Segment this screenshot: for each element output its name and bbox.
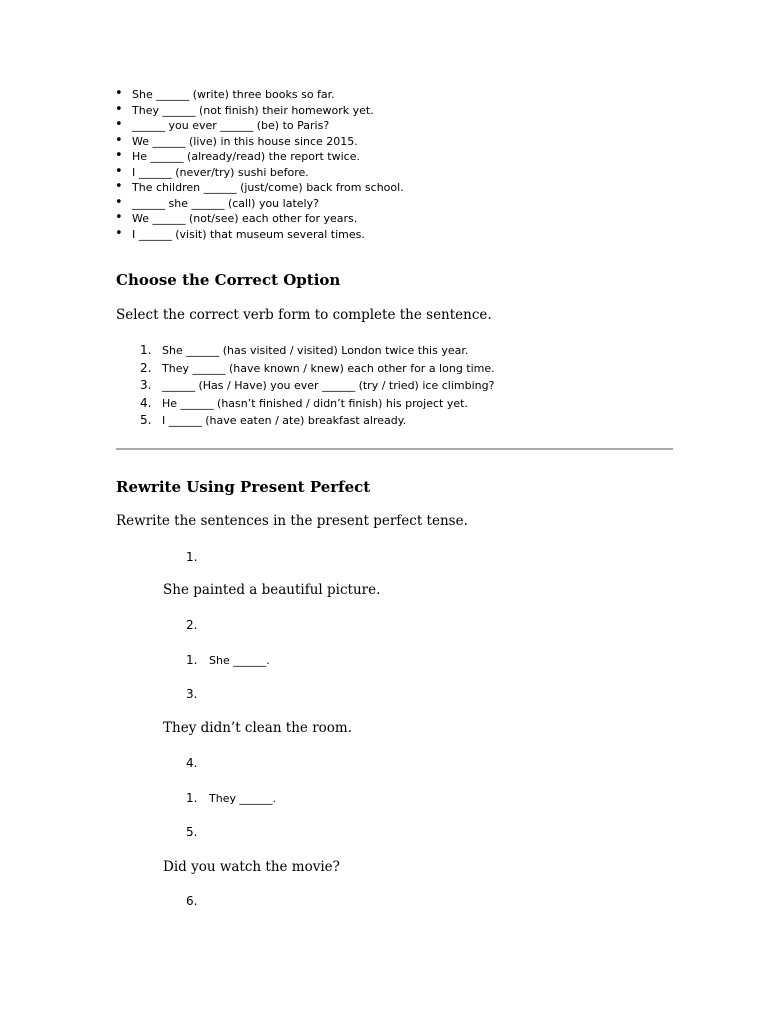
list-item-number: 5. [140,413,152,427]
bullet-item: • ______ she ______ (call) you lately? [115,196,404,212]
list-item [116,396,495,414]
bullet-item: • She ______ (write) three books so far. [115,87,404,103]
bullet-item: • I ______ (never/try) sushi before. [115,165,404,181]
list-item-number: 4. [140,395,152,410]
rewrite-section-instructions: Rewrite the sentences in the present perfect tense. [116,513,468,529]
options-section-instructions: Select the correct verb form to complete the sentence. [116,307,492,323]
list-item-text: They ______ (have known / knew) each other for a long time. [162,361,495,375]
bullet-item: • We ______ (not/see) each other for years. [115,211,404,227]
list-marker: 1. [186,550,198,564]
list-item-text: He ______ (hasn’t finished / didn’t finish) his project yet. [162,396,468,410]
bullet-item: • He ______ (already/read) the report twice. [115,149,404,165]
list-item-text: ______ (Has / Have) you ever ______ (try / tried) ice climbing? [162,379,495,392]
list-marker: 5. [186,825,198,839]
list-marker: 2. [186,618,198,632]
list-item [116,361,495,379]
list-item-number: 3. [140,378,152,392]
bullet-item: • ______ you ever ______ (be) to Paris? [115,118,404,134]
answer-text: She ______. [209,654,270,667]
answer-line [186,653,270,667]
answer-text: They ______. [209,792,276,805]
bullet-item: • The children ______ (just/come) back from school. [115,180,404,196]
list-marker: 4. [186,756,198,770]
list-item [116,413,495,431]
fill-in-bullet-list [115,87,404,242]
rewrite-sentence: She painted a beautiful picture. [163,582,381,598]
bullet-item: • I ______ (visit) that museum several times. [115,227,404,243]
rewrite-section-heading: Rewrite Using Present Perfect [116,478,371,496]
list-item [116,343,495,361]
list-item-number: 1. [140,343,152,357]
list-item [116,378,495,396]
list-item-text: I ______ (have eaten / ate) breakfast already. [162,414,407,427]
answer-number: 1. [186,791,198,805]
options-numbered-list [116,343,495,431]
list-marker: 3. [186,687,198,701]
answer-number: 1. [186,653,198,667]
options-section-heading: Choose the Correct Option [116,271,341,289]
list-marker: 6. [186,894,198,908]
list-item-text: She ______ (has visited / visited) London twice this year. [162,344,469,357]
rewrite-sentence: They didn’t clean the room. [163,720,353,736]
bullet-item: • We ______ (live) in this house since 2015. [115,134,404,150]
bullet-item: • They ______ (not finish) their homework yet. [115,103,404,119]
section-divider [116,448,673,450]
list-item-number: 2. [140,360,152,375]
answer-line [186,791,276,805]
rewrite-sentence: Did you watch the movie? [163,859,340,875]
